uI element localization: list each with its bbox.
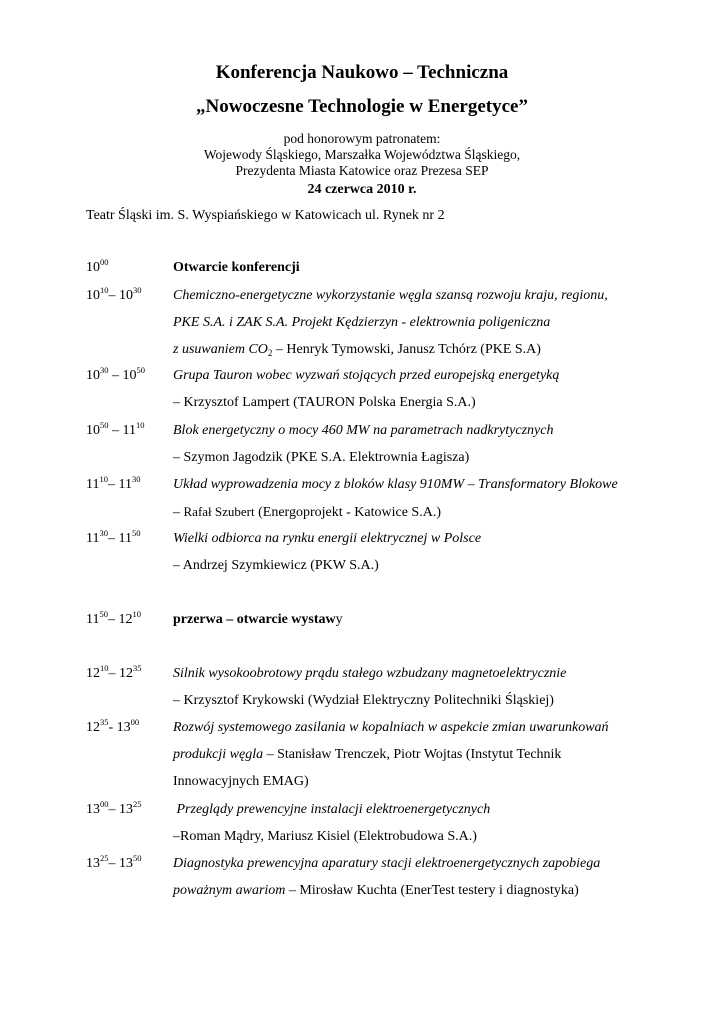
time-slot-9: $13^{25}-$ $13^{50}$ xyxy=(86,853,142,871)
talk-3-speaker: – Szymon Jagodzik (PKE S.A. Elektrownia Łagisza) xyxy=(173,450,470,465)
time-slot-8: $13^{00}-$ $13^{25}$ xyxy=(86,799,142,817)
time-slot-6: $12^{10}-$ $12^{35}$ xyxy=(86,663,142,681)
talk-9-line-2: poważnym awariom – Mirosław Kuchta (EnerTest testery i diagnostyka) xyxy=(173,883,579,898)
talk-1-line-3: z usuwaniem $CO_2$ – Henryk Tymowski, Janusz Tchórz (PKE S.A) xyxy=(173,342,541,358)
talk-6-speaker: – Krzysztof Krykowski (Wydział Elektryczny Politechniki Śląskiej) xyxy=(173,693,554,708)
talk-7-line-2: produkcji węgla – Stanisław Trenczek, Piotr Wojtas (Instytut Technik xyxy=(173,747,562,762)
talk-7-title-line-1: Rozwój systemowego zasilania w kopalniach w aspekcie zmian uwarunkowań xyxy=(173,720,609,735)
talk-8-title: Przeglądy prewencyjne instalacji elektroenergetycznych xyxy=(173,802,491,817)
time-break: $11^{50}-$ $12^{10}$ xyxy=(86,609,141,627)
talk-5-title: Wielki odbiorca na rynku energii elektrycznej w Polsce xyxy=(173,531,482,546)
talk-5-speaker: – Andrzej Szymkiewicz (PKW S.A.) xyxy=(173,558,379,573)
conference-date: 24 czerwca 2010 r. xyxy=(307,182,417,197)
talk-4-title: Układ wyprowadzenia mocy z bloków klasy 910MW – Transformatory Blokowe xyxy=(173,477,618,492)
conference-subtitle: „Nowoczesne Technologie w Energetyce” xyxy=(196,96,528,117)
talk-8-speaker: –Roman Mądry, Mariusz Kisiel (Elektrobudowa S.A.) xyxy=(173,829,477,844)
time-slot-3: $10^{50} - 11^{10}$ xyxy=(86,420,145,438)
talk-3-title: Blok energetyczny o mocy 460 MW na parametrach nadkrytycznych xyxy=(173,423,554,438)
time-slot-5: $11^{30}-$ $11^{50}$ xyxy=(86,528,141,546)
talk-2-speaker: – Krzysztof Lampert (TAURON Polska Energia S.A.) xyxy=(173,395,476,410)
time-slot-7: $12^{35}-$ $13^{00}$ xyxy=(86,717,140,735)
talk-9-title: Diagnostyka prewencyjna aparatury stacji elektroenergetycznych zapobiega xyxy=(173,856,601,871)
patronage-intro: pod honorowym patronatem: xyxy=(283,131,441,146)
time-opening: $10^{00}$ xyxy=(86,257,109,275)
conference-title: Konferencja Naukowo – Techniczna xyxy=(215,62,509,83)
talk-1-title-line-2: PKE S.A. i ZAK S.A. Projekt Kędzierzyn - elektrownia poligeniczna xyxy=(173,315,551,330)
talk-1-title-line-1: Chemiczno-energetyczne wykorzystanie węgla szansą rozwoju kraju, regionu, xyxy=(173,288,608,303)
talk-2-title: Grupa Tauron wobec wyzwań stojących przed europejską energetyką xyxy=(173,368,560,383)
agenda-opening-title: Otwarcie konferencji xyxy=(173,260,300,275)
time-slot-2: $10^{30} - 10^{50}$ xyxy=(86,365,145,383)
patronage-line-2: Prezydenta Miasta Katowice oraz Prezesa SEP xyxy=(235,163,489,178)
patronage-line-1: Wojewody Śląskiego, Marszałka Województwa Śląskiego, xyxy=(203,147,521,162)
time-slot-1: $10^{10}-$ $10^{30}$ xyxy=(86,285,142,303)
talk-7-line-3: Innowacyjnych EMAG) xyxy=(173,774,309,789)
break-title: przerwa – otwarcie wystawy xyxy=(173,612,343,627)
talk-6-title: Silnik wysokoobrotowy prądu stałego wzbudzany magnetoelektrycznie xyxy=(173,666,567,681)
talk-4-speaker: – Rafał Szubert (Energoprojekt - Katowice S.A.) xyxy=(173,504,441,520)
time-slot-4: $11^{10}-$ $11^{30}$ xyxy=(86,474,141,492)
venue: Teatr Śląski im. S. Wyspiańskiego w Katowicach ul. Rynek nr 2 xyxy=(86,208,445,223)
